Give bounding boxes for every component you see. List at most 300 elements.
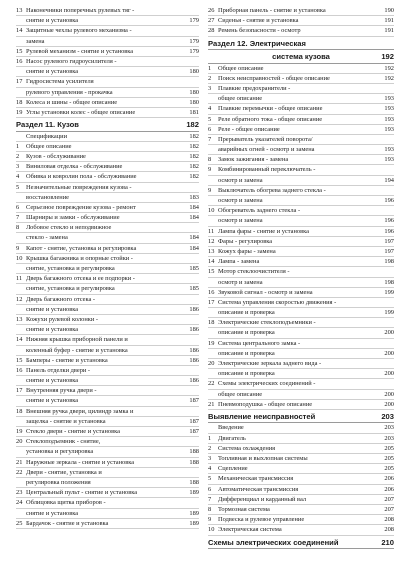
toc-entry-title: снятие, установка и регулировка <box>26 285 115 293</box>
toc-entry-number: 24 <box>16 499 23 507</box>
toc-entry <box>16 274 199 284</box>
toc-entry-title: Общее описание <box>218 64 264 72</box>
toc-entry <box>208 165 394 175</box>
toc-entry-title: Гидросистема усилителя <box>26 78 94 86</box>
toc-page-number: 189 <box>189 489 199 497</box>
toc-entry-title: Звуковой сигнал - осмотр и замена <box>218 288 313 296</box>
toc-entry <box>16 244 199 254</box>
toc-page-number: 188 <box>189 448 199 456</box>
toc-entry-title: Спецификации <box>26 132 68 140</box>
toc-entry-title: Мотор стеклоочистителя - <box>218 268 290 276</box>
toc-entry <box>208 359 394 369</box>
toc-entry-title: Дверь багажного отсека и ее подпорки - <box>26 275 135 283</box>
toc-page-number: 207 <box>384 505 394 513</box>
toc-entry <box>16 407 199 417</box>
toc-entry <box>208 369 394 379</box>
toc-entry <box>208 64 394 74</box>
toc-entry-number: 13 <box>208 247 215 255</box>
toc-entry-title: снятие и установка <box>26 326 79 334</box>
toc-page-number: 186 <box>189 346 199 354</box>
toc-entry <box>208 257 394 267</box>
toc-entry <box>16 223 199 233</box>
toc-entry-title: Незначительные повреждения кузова - <box>26 183 132 191</box>
toc-entry-number: 14 <box>208 258 215 266</box>
toc-page-number: 205 <box>384 465 394 473</box>
toc-page-number: 208 <box>384 526 394 534</box>
toc-page-number: 187 <box>189 428 199 435</box>
toc-entry <box>16 447 199 457</box>
toc-entry <box>16 88 199 98</box>
toc-entry-number: 28 <box>208 27 215 35</box>
toc-entry-title: Комбинированный переключатель - <box>218 166 316 174</box>
toc-entry <box>208 339 394 349</box>
toc-entry-title: Выключатель обогрева заднего стекла - <box>218 186 326 194</box>
toc-entry <box>16 16 199 26</box>
toc-entry-title: общее описание <box>218 390 263 398</box>
toc-entry-title: Двери - снятие, установка и <box>26 468 102 476</box>
toc-entry <box>208 454 394 464</box>
toc-page-number: 192 <box>384 64 394 72</box>
toc-entry-title: замена <box>26 37 45 45</box>
toc-entry <box>16 264 199 274</box>
toc-page-number: 194 <box>384 176 394 184</box>
toc-page-number: 200 <box>384 370 394 378</box>
toc-entry <box>208 379 394 389</box>
toc-entry-title: Обивка и коврoлин пола - обслуживание <box>26 173 137 181</box>
toc-page-number: 190 <box>384 7 394 14</box>
toc-page-number: 199 <box>384 309 394 317</box>
toc-entry-title: установка и регулировка <box>26 448 94 456</box>
toc-entry-number: 7 <box>208 135 212 143</box>
toc-entry <box>208 485 394 495</box>
toc-page-number: 185 <box>189 265 199 272</box>
toc-entry <box>16 162 199 172</box>
toc-entry-title: снятие и установка <box>26 509 79 517</box>
toc-page-number: 196 <box>384 197 394 204</box>
toc-entry-title: Ремень безопасности - осмотр <box>218 27 301 35</box>
toc-entry <box>16 37 199 47</box>
toc-entry <box>16 366 199 376</box>
toc-entry-number: 7 <box>208 495 212 503</box>
toc-entry-number: 5 <box>16 183 20 191</box>
toc-entry-number: 8 <box>208 505 212 513</box>
toc-entry-number: 17 <box>16 387 23 395</box>
toc-entry <box>208 525 394 535</box>
toc-entry-title: аварийных огней - осмотр и замена <box>218 146 315 154</box>
toc-entry-title: Углы установки колес - общее описание <box>26 108 136 116</box>
toc-entry <box>16 356 199 366</box>
toc-page-number: 203 <box>384 424 394 432</box>
toc-entry <box>16 498 199 508</box>
toc-page-number: 199 <box>384 288 394 296</box>
toc-entry-title: осмотр и замена <box>218 176 263 184</box>
toc-entry <box>16 458 199 468</box>
toc-page-number: 193 <box>384 125 394 133</box>
toc-page-number: 200 <box>384 400 394 408</box>
toc-entry-number: 8 <box>208 156 212 164</box>
toc-entry-title: Защитные чехлы рулевого механизма - <box>26 27 132 35</box>
toc-entry <box>16 26 199 36</box>
toc-page-number: 182 <box>189 132 199 140</box>
toc-entry <box>208 104 394 114</box>
toc-entry <box>16 335 199 345</box>
toc-page-number: 188 <box>189 478 199 486</box>
toc-entry <box>208 74 394 84</box>
toc-section-title: система кузова <box>272 52 330 62</box>
toc-entry <box>16 233 199 243</box>
toc-page-number: 193 <box>384 146 394 154</box>
toc-entry <box>16 386 199 396</box>
toc-entry-number: 10 <box>16 254 23 262</box>
toc-page-number: 183 <box>189 193 199 201</box>
toc-page-number: 184 <box>189 214 199 222</box>
toc-entry-number: 12 <box>16 295 23 303</box>
toc-page-number: 191 <box>384 17 394 25</box>
toc-entry-title: Топливная и выхлопная системы <box>218 455 308 462</box>
toc-entry-number: 17 <box>16 78 23 86</box>
toc-page-number: 197 <box>384 237 394 245</box>
toc-entry <box>16 437 199 447</box>
toc-entry-title: Поиск неисправностей - общее описание <box>218 74 330 82</box>
toc-section-heading <box>208 51 394 64</box>
toc-entry-number: 10 <box>208 207 215 215</box>
toc-entry <box>208 145 394 155</box>
toc-entry-title: Наконечники поперечных рулевых тяг - <box>26 7 135 14</box>
toc-entry-title: Введение <box>218 424 244 432</box>
toc-page-number: 180 <box>189 98 199 106</box>
toc-page-number: 196 <box>384 227 394 235</box>
toc-entry-number: 2 <box>16 152 20 160</box>
toc-entry-number: 2 <box>208 444 212 452</box>
toc-entry-title: Лобовое стекло и неподвижное <box>26 224 112 232</box>
toc-entry-title: описание и проверка <box>218 309 275 317</box>
toc-page-number: 186 <box>189 356 199 364</box>
toc-entry <box>16 6 199 16</box>
toc-entry-number: 18 <box>16 98 23 106</box>
toc-page-number: 193 <box>384 156 394 164</box>
toc-entry <box>208 464 394 474</box>
toc-entry-number: 6 <box>208 485 212 493</box>
toc-page-number: 200 <box>384 390 394 398</box>
toc-entry-title: Замок зажигания - замена <box>218 156 289 164</box>
toc-entry-number: 15 <box>16 356 23 364</box>
toc-entry <box>16 172 199 182</box>
toc-entry-number: 5 <box>208 475 212 483</box>
toc-entry-title: Дверь багажного отсека - <box>26 295 96 303</box>
toc-entry <box>16 488 199 498</box>
toc-entry-title: Наружные зеркала - снятие и установка <box>26 458 135 466</box>
toc-entry <box>16 183 199 193</box>
toc-entry-title: описание и проверка <box>218 329 275 337</box>
toc-entry-title: Кузов - обслуживание <box>26 152 86 160</box>
toc-entry-title: снятие и установка <box>26 397 79 405</box>
toc-entry-number: 18 <box>16 407 23 415</box>
toc-page-number: 186 <box>189 305 199 313</box>
toc-entry <box>208 444 394 454</box>
toc-entry <box>208 278 394 288</box>
toc-entry-title: коленный буфер - снятие и установка <box>26 346 128 354</box>
toc-entry-number: 9 <box>16 244 20 252</box>
toc-page-number: 184 <box>189 203 199 211</box>
toc-entry-title: Бамперы - снятие и установка <box>26 356 108 364</box>
toc-entry <box>16 193 199 203</box>
toc-entry-title: Центральный пульт - снятие и установка <box>26 489 138 497</box>
toc-entry-number: 19 <box>16 428 23 435</box>
toc-entry <box>16 284 199 294</box>
toc-entry <box>208 390 394 400</box>
toc-page-number: 180 <box>189 88 199 96</box>
toc-entry-title: Сцепление <box>218 465 248 473</box>
toc-entry <box>16 417 199 427</box>
toc-entry-number: 8 <box>16 224 20 232</box>
toc-page-number: 193 <box>384 105 394 113</box>
toc-entry-title: Серьезное повреждение кузова - ремонт <box>26 203 136 211</box>
toc-entry-number: 4 <box>208 465 212 473</box>
toc-entry-title: Капот - снятие, установка и регулировка <box>26 244 137 252</box>
toc-entry <box>16 478 199 488</box>
toc-entry <box>208 196 394 206</box>
toc-entry-number: 18 <box>208 319 215 327</box>
toc-page-number: 207 <box>384 495 394 503</box>
toc-entry <box>208 16 394 26</box>
toc-page-number: 180 <box>189 68 199 76</box>
toc-page-number: 184 <box>189 234 199 242</box>
toc-entry <box>208 434 394 444</box>
toc-entry-title: Электрические стеклоподъемники - <box>218 319 316 327</box>
toc-entry-number: 25 <box>16 519 23 527</box>
toc-left-column <box>16 6 199 529</box>
toc-entry-number: 11 <box>208 227 215 235</box>
toc-entry-number: 13 <box>16 7 23 14</box>
toc-entry <box>208 176 394 186</box>
toc-entry <box>208 135 394 145</box>
toc-entry <box>208 474 394 484</box>
toc-entry-title: Облицовка щитка приборов - <box>26 499 106 507</box>
toc-entry-number: 11 <box>16 275 23 283</box>
toc-entry <box>208 400 394 410</box>
toc-entry-title: осмотр и замена <box>218 278 263 286</box>
toc-page-number: 181 <box>189 108 199 116</box>
toc-page-number: 200 <box>384 329 394 337</box>
toc-page-number: 193 <box>384 115 394 123</box>
toc-page-number: 203 <box>384 434 394 442</box>
toc-entry-title: Схемы электрических соединений - <box>218 380 316 388</box>
toc-entry <box>16 468 199 478</box>
toc-entry <box>16 295 199 305</box>
toc-entry-title: Реле обратного тока - общее описание <box>218 115 323 123</box>
toc-entry-title: Приборная панель - снятие и установка <box>218 7 326 14</box>
toc-entry <box>208 84 394 94</box>
toc-entry-number: 4 <box>16 173 20 181</box>
toc-entry <box>208 237 394 247</box>
toc-entry-title: Общее описание <box>26 142 72 150</box>
toc-entry-title: Нижняя крышка приборной панели и <box>26 336 128 344</box>
toc-page-number: 182 <box>189 142 199 150</box>
toc-page-number: 182 <box>189 152 199 160</box>
toc-entry <box>16 305 199 315</box>
toc-entry-number: 5 <box>208 115 212 123</box>
toc-entry-number: 19 <box>16 108 23 116</box>
toc-entry-title: Кожух фары - замена <box>218 247 276 255</box>
toc-page-number: 192 <box>381 52 394 62</box>
toc-entry-title: осмотр и замена <box>218 197 263 204</box>
toc-entry-title: Стекло двери - снятие и установка <box>26 428 120 435</box>
toc-entry <box>208 318 394 328</box>
toc-entry-title: рулевого управления - прокачка <box>26 88 113 96</box>
toc-entry <box>208 94 394 104</box>
toc-page-number: 203 <box>381 411 394 421</box>
toc-entry-number: 9 <box>208 166 212 174</box>
toc-entry <box>16 67 199 77</box>
toc-section-heading <box>208 537 394 550</box>
toc-entry-title: Механическая трансмиссия <box>218 475 294 483</box>
toc-entry-number: 7 <box>16 214 20 222</box>
toc-entry <box>208 216 394 226</box>
toc-page-number: 205 <box>384 444 394 452</box>
toc-entry-number: 1 <box>208 434 212 442</box>
toc-section-heading <box>208 411 394 424</box>
toc-entry <box>16 57 199 67</box>
toc-entry-number: 1 <box>16 142 20 150</box>
toc-entry-number: 9 <box>208 516 212 524</box>
toc-entry <box>16 396 199 406</box>
toc-entry-title: Электрическая система <box>218 526 282 534</box>
toc-entry-title: Система управления скоростью движения - <box>218 298 337 306</box>
toc-entry-title: снятие и установка <box>26 377 79 385</box>
toc-entry <box>16 315 199 325</box>
toc-page-number: 210 <box>381 537 394 547</box>
toc-entry <box>16 254 199 264</box>
toc-right-column <box>208 6 394 549</box>
toc-page-number: 182 <box>186 120 199 130</box>
toc-entry-number: 3 <box>208 455 212 462</box>
toc-entry <box>208 308 394 318</box>
toc-entry <box>16 152 199 162</box>
toc-entry-title: снятие, установка и регулировка <box>26 265 115 272</box>
toc-entry-number: 22 <box>208 380 215 388</box>
toc-entry-number: 9 <box>208 186 212 194</box>
toc-entry <box>208 115 394 125</box>
toc-entry-title: Обогреватель заднего стекла - <box>218 207 301 215</box>
toc-entry <box>208 26 394 36</box>
toc-entry-title: Подвеска и рулевое управление <box>218 516 305 524</box>
toc-entry-number: 4 <box>208 105 212 113</box>
toc-entry-number: 21 <box>208 400 215 408</box>
toc-entry-title: Панель отделки двери - <box>26 366 91 374</box>
toc-entry <box>208 247 394 257</box>
toc-entry-number: 2 <box>208 74 212 82</box>
toc-entry-title: Тормозная система <box>218 505 270 513</box>
toc-entry-title: регулировка положения <box>26 478 91 486</box>
toc-entry-number: 13 <box>16 315 23 323</box>
toc-entry-number: 26 <box>208 7 215 14</box>
toc-page-number: 186 <box>189 326 199 334</box>
toc-entry-title: общее описание <box>218 95 263 103</box>
toc-entry <box>208 6 394 16</box>
toc-entry-title: восстановление <box>26 193 69 201</box>
toc-entry-number: 20 <box>208 360 215 367</box>
toc-page-number: 189 <box>189 509 199 517</box>
toc-entry-title: Дифференциал и карданный вал <box>218 495 307 503</box>
toc-entry <box>16 98 199 108</box>
toc-entry <box>16 519 199 529</box>
toc-entry <box>208 206 394 216</box>
toc-entry-title: Бардачок - снятие и установка <box>26 519 109 527</box>
toc-section-title: Выявление неисправностей <box>208 411 316 421</box>
toc-entry-title: Внутренняя ручка двери - <box>26 387 97 395</box>
toc-entry-number: 17 <box>208 298 215 306</box>
toc-entry-title: Реле - общее описание <box>218 125 280 133</box>
toc-entry-title: Шарниры и замки - обслуживание <box>26 214 120 222</box>
toc-page-number: 182 <box>189 163 199 171</box>
toc-entry-title: Плавкие перемычки - общее описание <box>218 105 323 113</box>
toc-entry-number: 27 <box>208 17 215 25</box>
toc-page-number: 186 <box>189 377 199 385</box>
toc-page-number: 193 <box>384 95 394 103</box>
toc-page-number: 206 <box>384 485 394 493</box>
toc-entry-title: Плавкие предохранители - <box>218 84 291 92</box>
toc-entry-title: снятие и установка <box>26 305 79 313</box>
toc-entry <box>208 349 394 359</box>
toc-page-number: 191 <box>384 27 394 35</box>
toc-entry <box>16 376 199 386</box>
toc-entry-title: Стеклоподъемник - снятие, <box>26 438 101 446</box>
toc-entry-title: Пневмоподушка - общее описание <box>218 400 313 408</box>
toc-entry <box>208 298 394 308</box>
toc-entry <box>208 328 394 338</box>
toc-entry <box>16 132 199 142</box>
toc-entry <box>208 267 394 277</box>
toc-page-number: 179 <box>189 47 199 55</box>
toc-entry <box>16 203 199 213</box>
toc-section-title: Раздел 12. Электрическая <box>208 38 306 48</box>
toc-entry-title: Система охлаждения <box>218 444 276 452</box>
toc-entry <box>16 325 199 335</box>
toc-entry-number: 16 <box>16 366 23 374</box>
toc-entry <box>208 495 394 505</box>
toc-page-number: 188 <box>189 458 199 466</box>
toc-entry <box>208 505 394 515</box>
toc-entry <box>16 427 199 437</box>
toc-entry-number: 3 <box>16 163 20 171</box>
toc-entry-title: Прерыватель указателей поворота/ <box>218 135 313 143</box>
toc-entry-number: 10 <box>208 526 215 534</box>
toc-entry-title: Внешняя ручка двери, цилиндр замка и <box>26 407 134 415</box>
toc-entry-number: 23 <box>16 489 23 497</box>
toc-section-heading <box>208 38 394 51</box>
toc-entry-number: 6 <box>208 125 212 133</box>
toc-entry-title: Двигатель <box>218 434 246 442</box>
toc-page-number: 189 <box>189 519 199 527</box>
toc-entry-title: Автоматическая трансмиссия <box>218 485 299 493</box>
toc-entry-title: осмотр и замена <box>218 217 263 225</box>
toc-entry-title: Электрические зеркала заднего вида - <box>218 360 322 367</box>
toc-entry-number: 15 <box>208 268 215 276</box>
toc-entry-title: стекло - замена <box>26 234 68 242</box>
toc-page-number: 196 <box>384 217 394 225</box>
toc-page-number: 197 <box>384 247 394 255</box>
toc-section-title: Схемы электрических соединений <box>208 537 339 547</box>
toc-entry-title: Система центрального замка - <box>218 339 301 347</box>
toc-entry <box>16 77 199 87</box>
toc-page-number: 184 <box>189 244 199 252</box>
toc-page-number: 187 <box>189 417 199 425</box>
toc-entry-title: описание и проверка <box>218 370 275 378</box>
toc-page-number: 200 <box>384 349 394 357</box>
toc-entry-number: 21 <box>16 458 23 466</box>
toc-entry-number: 19 <box>208 339 215 347</box>
toc-entry-title: защелка - снятие и установка <box>26 417 106 425</box>
